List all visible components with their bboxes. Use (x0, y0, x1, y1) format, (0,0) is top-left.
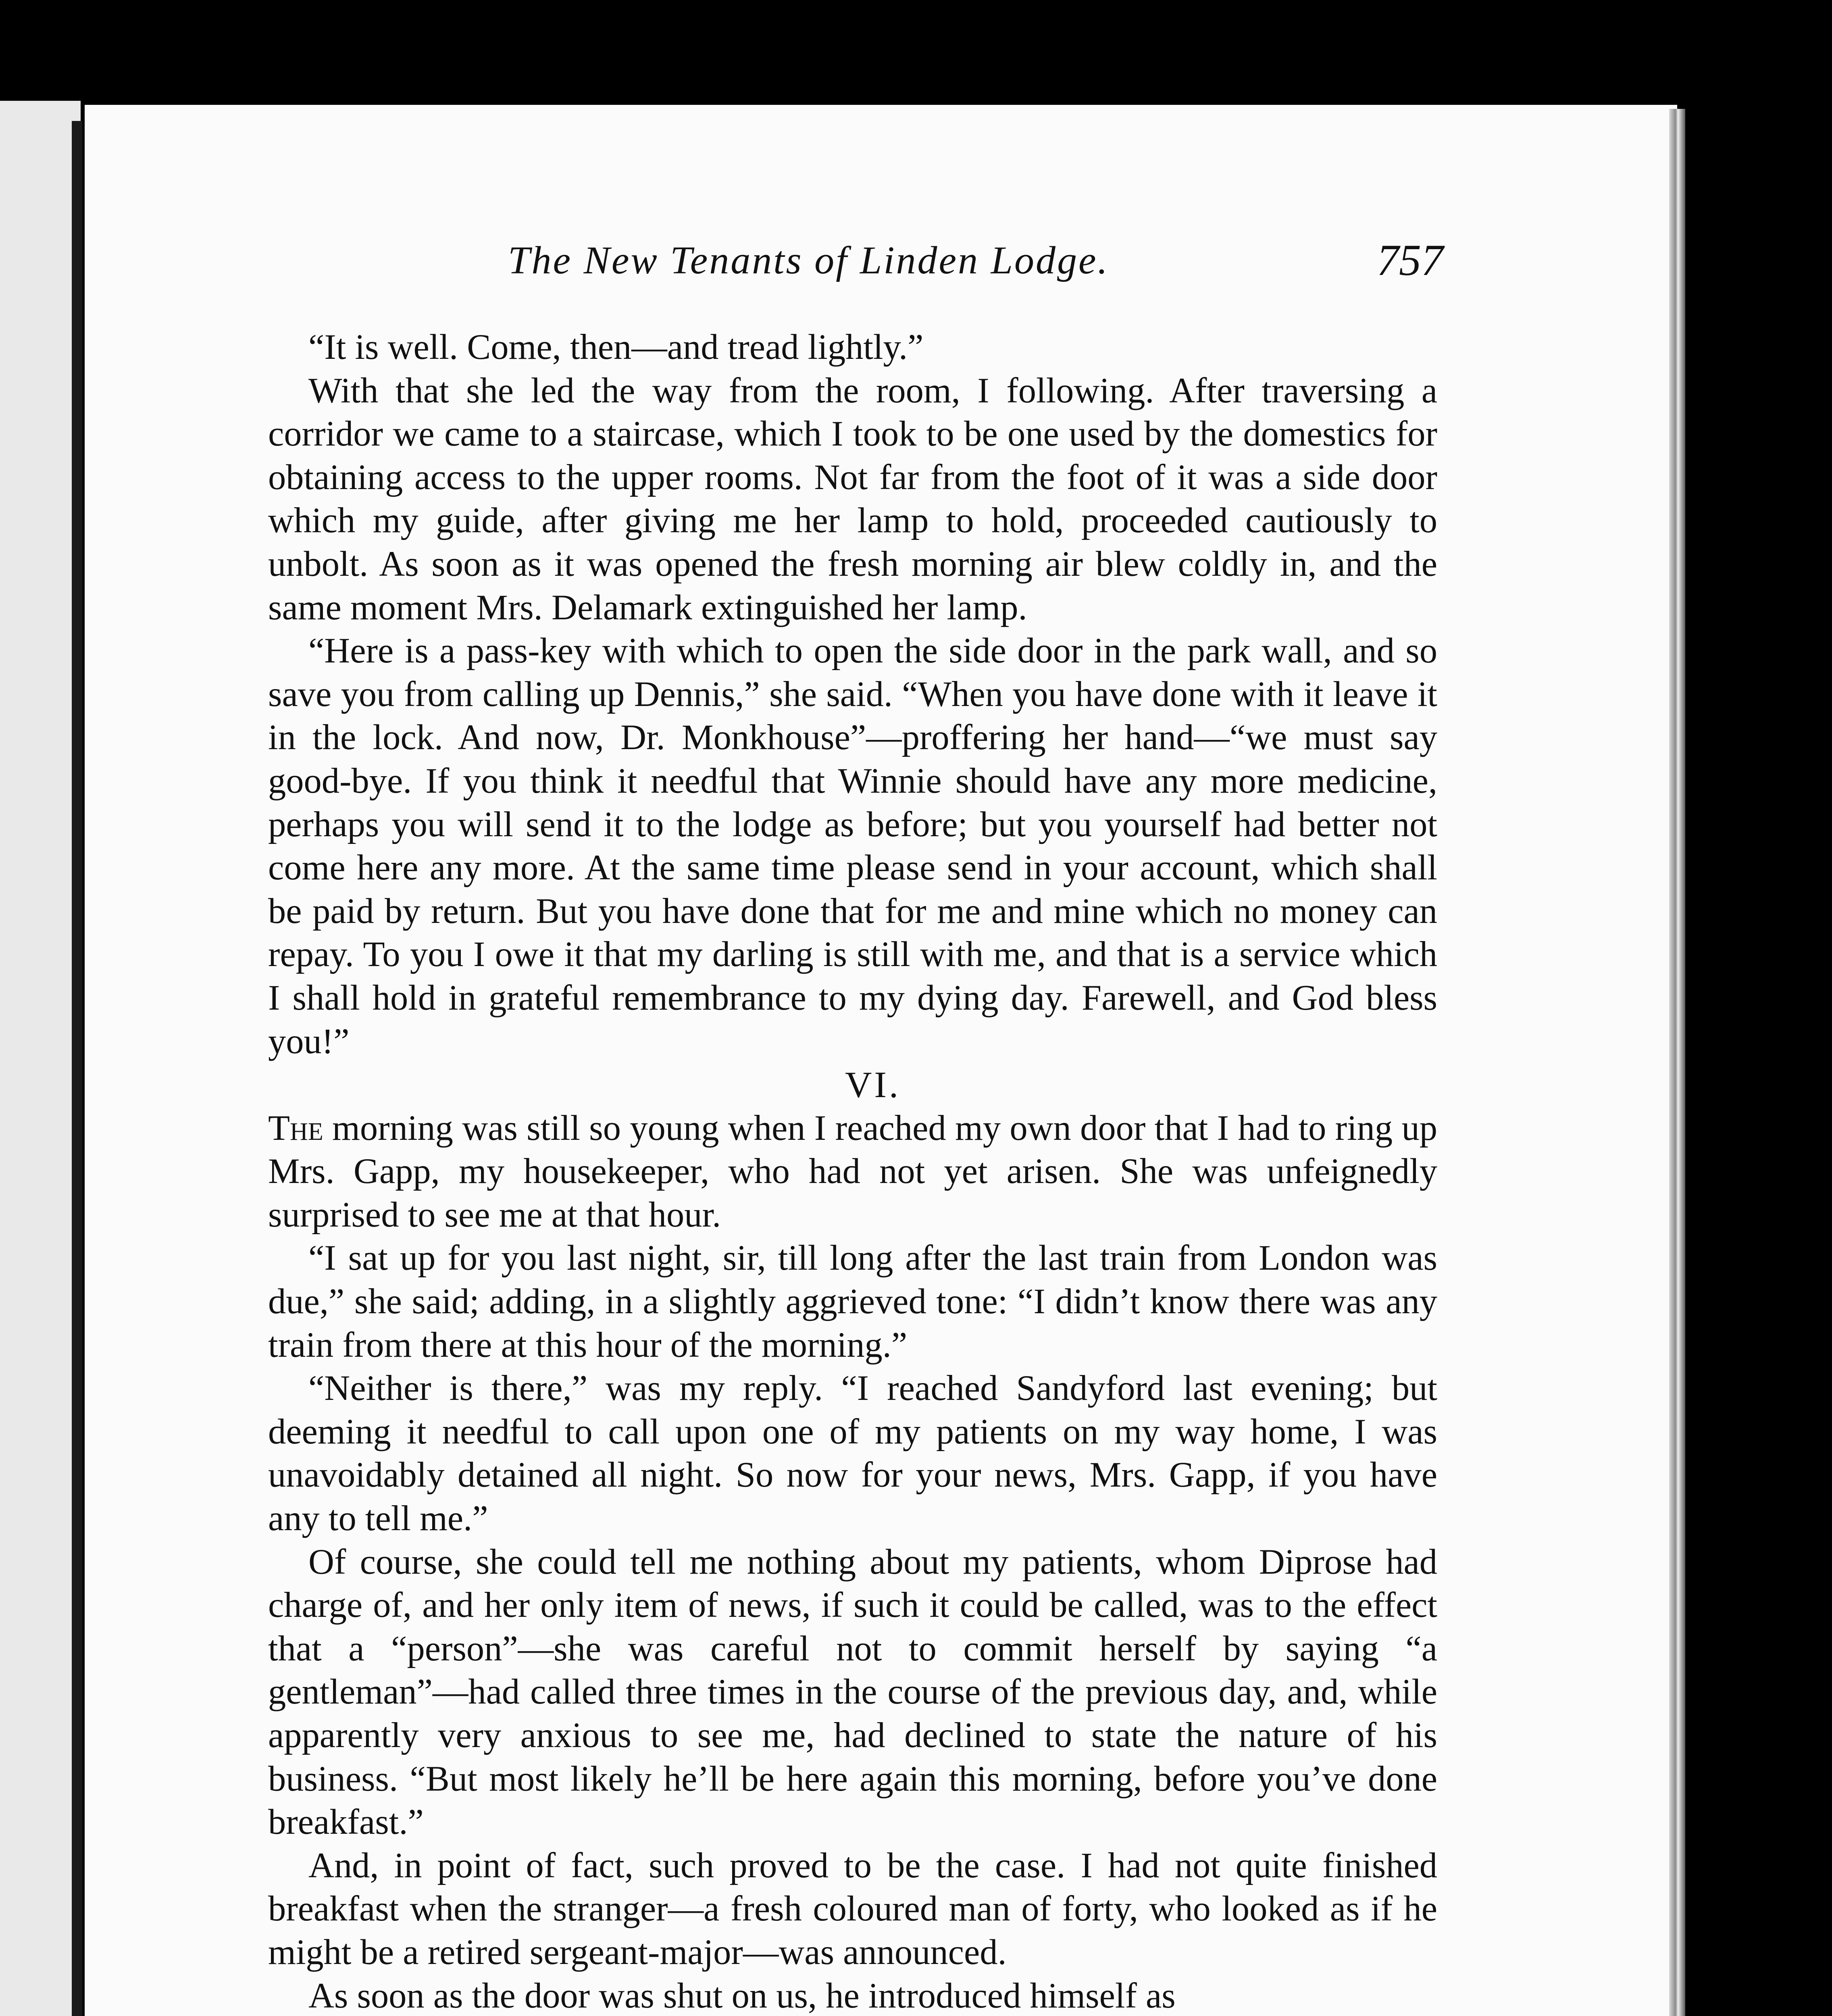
paragraph: “Neither is there,” was my reply. “I reached Sandyford last evening; but deeming it needful to call upon one of my patients on my way home, I was unavoidably detained all night. So now for your news, Mrs. Gapp, if you have any to tell me.” (268, 1368, 1437, 1539)
opening-word: The (268, 1108, 323, 1148)
paragraph: As soon as the door was shut on us, he introduced himself as (308, 1976, 1176, 2016)
chapter-heading: VI. (845, 1064, 901, 1106)
left-page-edge (0, 101, 81, 2016)
paragraph: “I sat up for you last night, sir, till long after the last train from London was due,” she said; adding, in a slightly aggrieved tone: “I didn’t know there was any train from there at this hour of the morning.” (268, 1238, 1437, 1365)
body-text (268, 326, 1437, 2016)
page-number: 757 (1377, 235, 1443, 285)
right-page-edge (1669, 109, 1685, 2016)
paragraph: With that she led the way from the room, I following. After traversing a corridor we came to a staircase, which I took to be one used by the domestics for obtaining access to the upper rooms. Not far from the foot of it was a side door which my guide, after giving me her lamp to hold, proceeded cautiously to unbolt. As soon as it was opened the fresh morning air blew coldly in, and the same moment Mrs. Delamark extinguished her lamp. (268, 371, 1437, 627)
running-title: The New Tenants of Linden Lodge. (508, 239, 1110, 282)
running-header (508, 235, 1443, 294)
paragraph (268, 1107, 1437, 1237)
paragraph-text: morning was still so young when I reached my own door that I had to ring up Mrs. Gapp, my housekeeper, who had not yet arisen. She was unfeignedly surprised to see me at that hour. (268, 1108, 1437, 1235)
paragraph: Of course, she could tell me nothing about my patients, whom Diprose had charge of, and her only item of news, if such it could be called, was to the effect that a “person”—she was careful not to commit herself by saying “a gentleman”—had called three times in the course of the previous day, and, while apparently very anxious to see me, had declined to state the nature of his business. “But most likely he’ll be here again this morning, before you’ve done breakfast.” (268, 1542, 1437, 1842)
paragraph: “It is well. Come, then—and tread lightly.” (308, 327, 924, 367)
book-gutter (72, 121, 82, 2016)
paragraph: And, in point of fact, such proved to be the case. I had not quite finished breakfast when the stranger—a fresh coloured man of forty, who looked as if he might be a retired sergeant-major—was announced. (268, 1845, 1437, 1972)
paragraph: “Here is a pass-key with which to open the side door in the park wall, and so save you from calling up Dennis,” she said. “When you have done with it leave it in the lock. And now, Dr. Monkhouse”—proffering her hand—“we must say good-bye. If you think it needful that Winnie should have any more medicine, perhaps you will send it to the lodge as before; but you yourself had better not come here any more. At the same time please send in your account, which shall be paid by return. But you have done that for me and mine which no money can repay. To you I owe it that my darling is still with me, and that is a service which I shall hold in grateful remembrance to my dying day. Farewell, and God bless you!” (268, 631, 1437, 1061)
